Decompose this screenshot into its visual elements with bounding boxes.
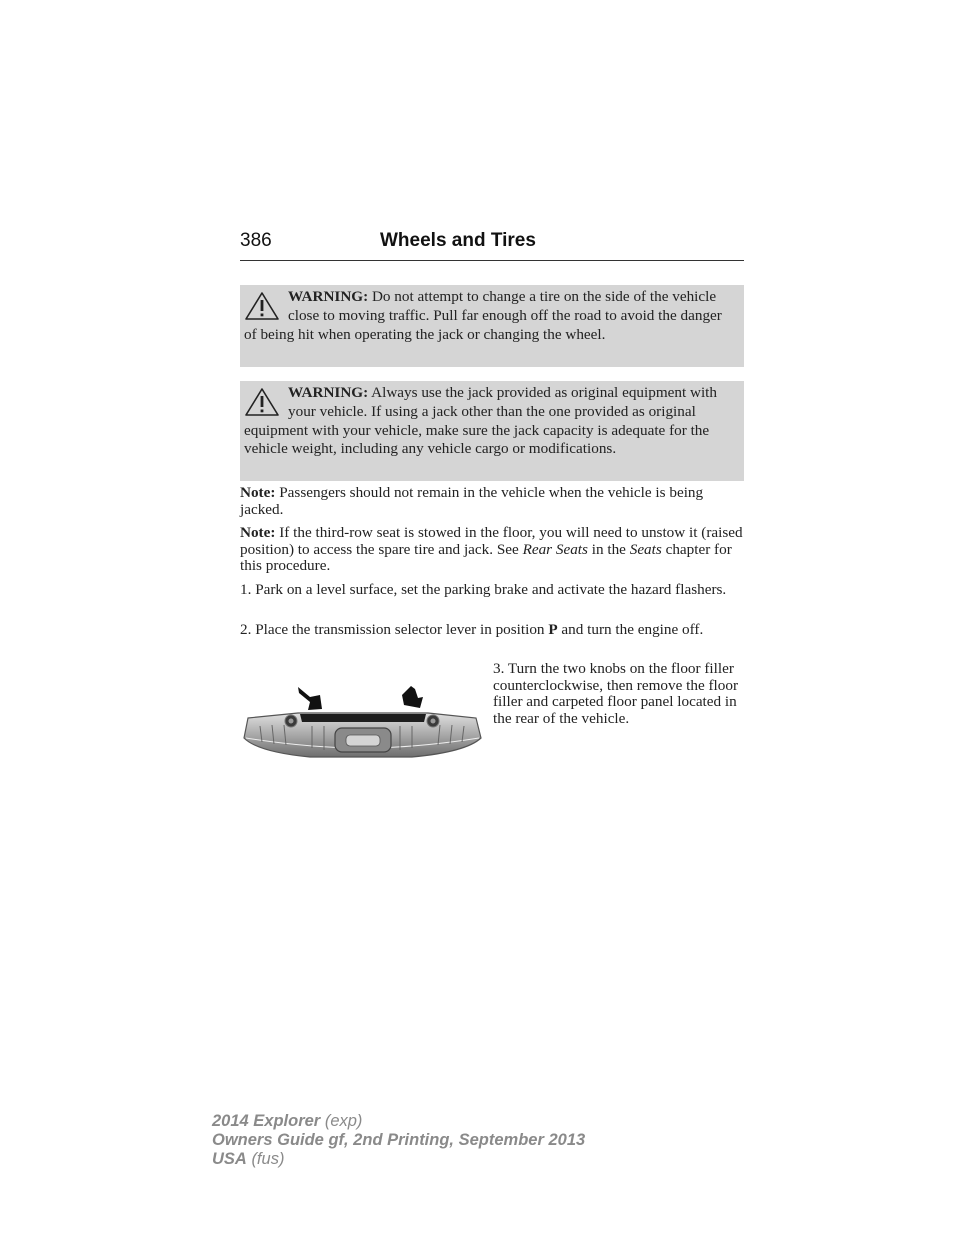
step-text: 2. Place the transmission selector lever in position [240, 621, 545, 638]
cross-reference: Rear Seats [522, 540, 588, 558]
note-text: chapter for this procedure. [240, 540, 732, 575]
step-3: 3. Turn the two knobs on the floor filler counterclockwise, then remove the floor filler and carpeted floor panel located in the rear of the vehicle. [493, 660, 739, 727]
warning-box [240, 285, 744, 367]
note-label: Note: [240, 484, 276, 501]
page-number: 386 [240, 230, 272, 251]
arrow-pointer-icon [402, 686, 423, 708]
note-label: Note: [240, 524, 276, 541]
section-title: Wheels and Tires [380, 230, 536, 251]
gear-position: P [548, 621, 558, 638]
step-1: 1. Park on a level surface, set the parking brake and activate the hazard flashers. [240, 581, 727, 598]
warning-box [240, 381, 744, 481]
warning-triangle-icon [244, 387, 280, 417]
note-text: If the third-row seat is stowed in the floor, you will need to unstow it (raised position) to access the spare tire and jack. See [240, 524, 743, 558]
page-header [240, 230, 744, 261]
footer-guide: Owners Guide gf, 2nd Printing, September 2013 [212, 1131, 586, 1149]
floor-filler-illustration [240, 680, 485, 762]
warning-text: Do not attempt to change a tire on the side of the vehicle close to moving traffic. Pull far enough off the road to avoid the danger of being hit when operating the jack or changing the wheel. [244, 288, 722, 343]
note-paragraph [240, 525, 744, 575]
warning-text: Always use the jack provided as original equipment with your vehicle. If using a jack other than the one provided as original equipment with your vehicle, make sure the jack capacity is adequate for the vehicle weight, including any vehicle cargo or modifications. [244, 384, 717, 458]
step-text: and turn the engine off. [561, 621, 704, 638]
note-text: Passengers should not remain in the vehicle when the vehicle is being jacked. [240, 484, 704, 518]
page-footer [212, 1112, 585, 1169]
footer-market-code: (fus) [251, 1150, 285, 1168]
note-text: in the [591, 540, 626, 558]
note-paragraph [240, 485, 744, 518]
cross-reference: Seats [629, 540, 662, 558]
arrow-pointer-icon [298, 687, 322, 710]
footer-model-code: (exp) [324, 1112, 363, 1130]
warning-label: WARNING: [288, 384, 369, 401]
warning-label: WARNING: [288, 288, 369, 305]
step-2 [240, 622, 744, 639]
warning-triangle-icon [244, 291, 280, 321]
footer-model: 2014 Explorer [212, 1112, 321, 1130]
footer-market: USA [212, 1150, 247, 1168]
